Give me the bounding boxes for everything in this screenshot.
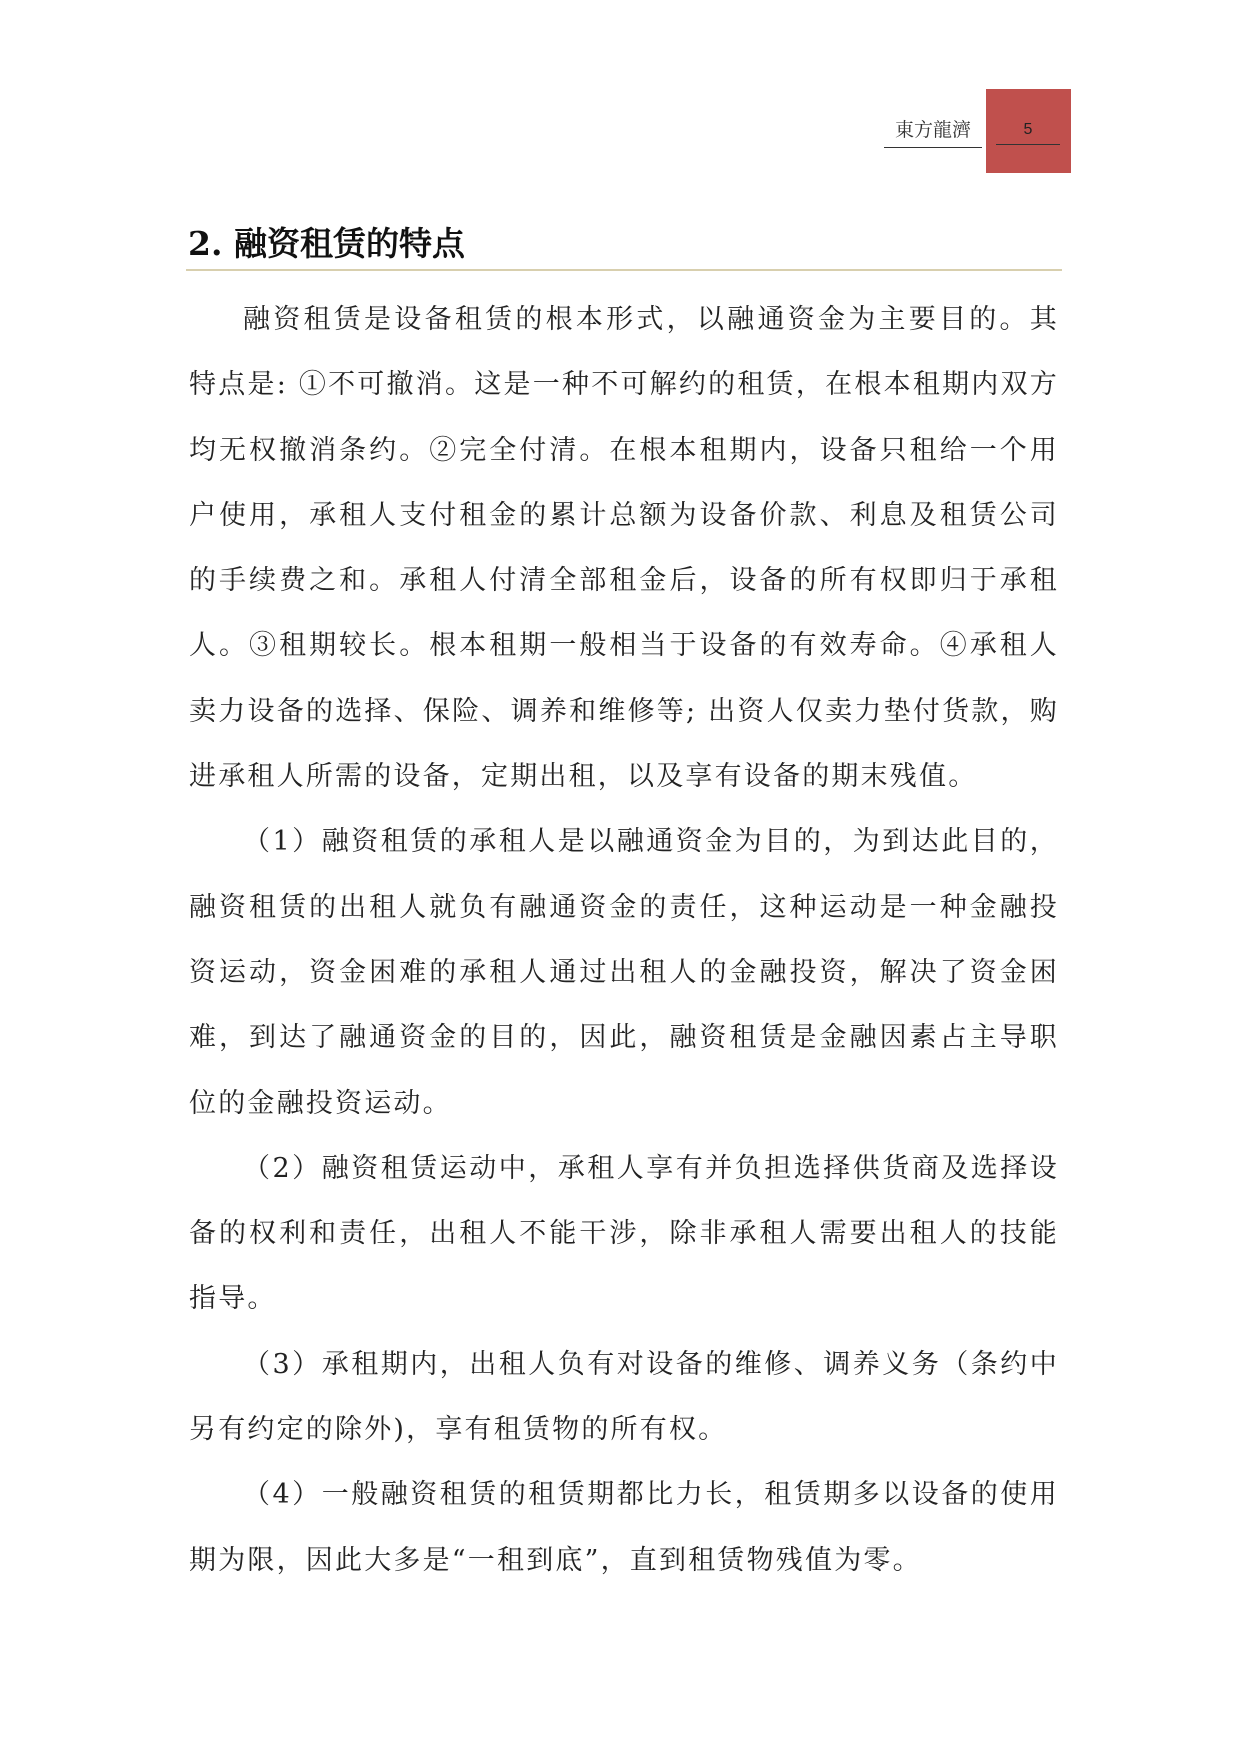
body-content [189,287,1059,1593]
title-divider [186,269,1062,271]
page-number-box [986,89,1071,173]
paragraph-point-3: （3）承租期内，出租人负有对设备的维修、调养义务（条约中另有约定的除外)，享有租赁物的所有权。 [189,1348,1059,1446]
paragraph-point-4: （4）一般融资租赁的租赁期都比力长，租赁期多以设备的使用期为限，因此大多是“一租到底”，直到租赁物残值为零。 [189,1479,1059,1576]
section-title: 2. 融资租赁的特点 [188,224,465,264]
page-number: 5 [996,117,1060,145]
header-company-name: 東方龍濟 [884,117,982,148]
paragraph-point-2: （2）融资租赁运动中，承租人享有并负担选择供货商及选择设备的权利和责任，出租人不能干涉，除非承租人需要出租人的技能指导。 [189,1152,1059,1315]
paragraph-intro: 融资租赁是设备租赁的根本形式，以融通资金为主要目的。其特点是: ①不可撤消。这是一种不可解约的租赁，在根本租期内双方均无权撤消条约。②完全付清。在根本租期内，设备只租给一个用户使用，承租人支付租金的累计总额为设备价款、利息及租赁公司的手续费之和。承租人付清全部租金后，设备的所有权即归于承租人。③租期较长。根本租期一般相当于设备的有效寿命。④承租人卖力设备的选择、保险、调养和维修等; 出资人仅卖力垫付货款，购进承租人所需的设备，定期出租，以及享有设备的期末残值。 [189,304,1059,793]
paragraph-point-1: （1）融资租赁的承租人是以融通资金为目的，为到达此目的，融资租赁的出租人就负有融通资金的责任，这种运动是一种金融投资运动，资金困难的承租人通过出租人的金融投资，解决了资金困难，到达了融通资金的目的，因此，融资租赁是金融因素占主导职位的金融投资运动。 [189,826,1059,1119]
